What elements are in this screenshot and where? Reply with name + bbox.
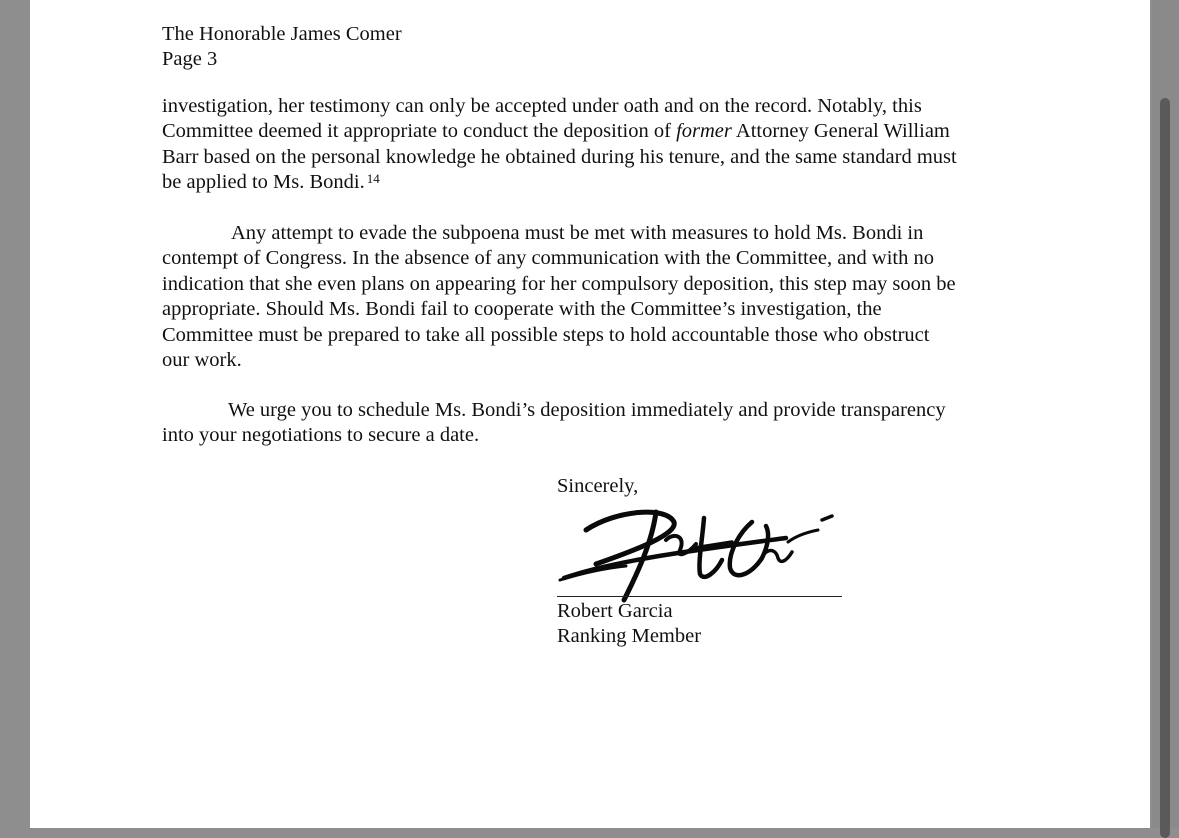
paragraph-1-line-4-text: be applied to Ms. Bondi. — [162, 171, 365, 194]
paragraph-2-line-6: our work. — [162, 349, 242, 372]
recipient-line: The Honorable James Comer — [162, 23, 402, 45]
letter-header — [162, 22, 402, 73]
paragraph-3-line-2: into your negotiations to secure a date. — [162, 424, 480, 447]
paragraph-1-line-4 — [162, 170, 957, 195]
paragraph-1-line-1: investigation, her testimony can only be accepted under oath and on the record. Notably, this — [162, 95, 922, 117]
paragraph-1 — [162, 94, 957, 196]
signer-title: Ranking Member — [557, 625, 702, 648]
paragraph-1-line-2 — [162, 119, 957, 144]
paragraph-3-line-1 — [162, 398, 946, 423]
paragraph-2-line-2: contempt of Congress. In the absence of any communication with the Committee, and with no — [162, 247, 934, 270]
closing-salutation: Sincerely, — [557, 475, 639, 497]
paragraph-2-line-4: appropriate. Should Ms. Bondi fail to cooperate with the Committee’s investigation, the — [162, 298, 882, 321]
paragraph-2 — [162, 221, 956, 373]
paragraph-1-line-3: Barr based on the personal knowledge he obtained during his tenure, and the same standard must — [162, 145, 957, 168]
footnote-reference: 14 — [366, 171, 380, 187]
paragraph-1-line-2-end: Attorney General William — [731, 120, 950, 143]
scrollbar-thumb[interactable] — [1160, 98, 1170, 838]
paragraph-2-line-5: Committee must be prepared to take all possible steps to hold accountable those who obstruct — [162, 323, 930, 346]
signature-block — [557, 599, 701, 650]
paragraph-3-line-1-text: We urge you to schedule Ms. Bondi’s deposition immediately and provide transparency — [228, 399, 946, 421]
paragraph-2-line-1 — [162, 221, 956, 246]
paragraph-2-line-1-text: Any attempt to evade the subpoena must be met with measures to hold Ms. Bondi in — [231, 222, 924, 244]
paragraph-3 — [162, 398, 946, 449]
paragraph-2-line-3: indication that she even plans on appearing for her compulsory deposition, this step may soon be — [162, 272, 956, 295]
paragraph-1-line-2-start: Committee deemed it appropriate to conduct the deposition of — [162, 120, 677, 143]
handwritten-signature — [556, 502, 846, 606]
emphasis-former: former — [676, 120, 732, 143]
page-number: Page 3 — [162, 48, 218, 71]
signer-name: Robert Garcia — [557, 600, 673, 622]
signature-line — [557, 596, 842, 597]
